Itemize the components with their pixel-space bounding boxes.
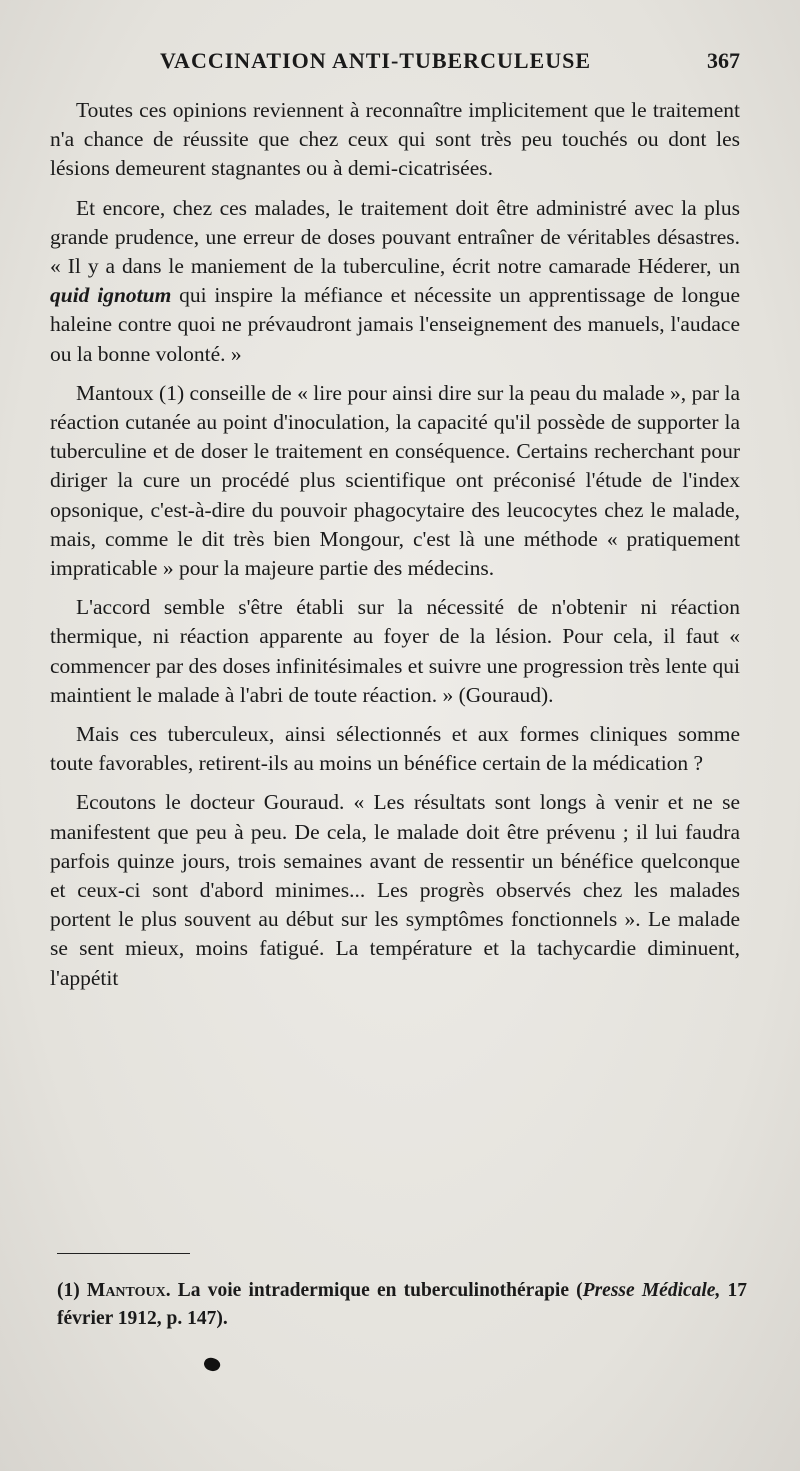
paragraph-2-tail: qui inspire la méfiance et nécessite un apprentissage de longue haleine contre quoi ne prévaudront jamais l'enseignement des manuels, l'audace ou la bonne volonté. » (50, 283, 740, 366)
paragraph-6: Ecoutons le docteur Gouraud. « Les résultats sont longs à venir et ne se manifestent que peu à peu. De cela, le malade doit être prévenu ; il lui faudra parfois quinze jours, trois semaines avant de ressentir un bénéfice quelconque et ceux-ci sont d'abord minimes... Les progrès observés chez les malades portent le plus souvent au début sur les symptômes fonctionnels ». Le malade se sent mieux, moins fatigué. La température et la tachycardie diminuent, l'appétit (50, 790, 740, 990)
body-text (50, 96, 740, 1003)
paragraph-5: Mais ces tuberculeux, ainsi sélectionnés et aux formes cliniques somme toute favorables, retirent-ils au moins un bénéfice certain de la médication ? (50, 722, 740, 776)
paragraph-2-italic: quid ignotum (50, 283, 172, 308)
running-head: VACCINATION ANTI-TUBERCULEUSE (160, 48, 591, 73)
footnote: (1) Mantoux. La voie intradermique en tuberculinothérapie (Presse Médicale, 17 février 1912, p. 147). (57, 1280, 748, 1329)
paragraph-4: L'accord semble s'être établi sur la nécessité de n'obtenir ni réaction thermique, ni réaction apparente au foyer de la lésion. Pour cela, il faut « commencer par des doses infinitésimales et suivre une progression très lente qui maintient le malade à l'abri de toute réaction. » (Gouraud). (50, 595, 740, 707)
paragraph-2-lead: Et encore, chez ces malades, le traitement doit être administré avec la plus grande prudence, une erreur de doses pouvant entraîner de véritables désastres. « Il y a dans le maniement de la tuberculine, écrit notre camarade Héderer, un (50, 195, 740, 279)
paragraph-1: Toutes ces opinions reviennent à reconnaître implicitement que le traitement n'a chance de réussite que chez ceux qui sont très peu touchés ou dont les lésions demeurent stagnantes ou à demi-cicatrisées. (50, 98, 740, 181)
footnote-citation: 17 février 1912, p. 147). (57, 1280, 748, 1329)
page-number: 367 (707, 48, 740, 73)
paragraph-3: Mantoux (1) conseille de « lire pour ainsi dire sur la peau du malade », par la réaction cutanée au point d'inoculation, la capacité qu'il possède de supporter la tuberculine et de doser le traitement en conséquence. Certains recherchant pour diriger la cure un procédé plus scientifique ont préconisé l'étude de l'index opsonique, c'est-à-dire du pouvoir phagocytaire des leucocytes chez le malade, mais, comme le dit très bien Mongour, c'est là une méthode « pratiquement impraticable » pour la majeure partie des médecins. (50, 380, 740, 581)
paragraph-2 (50, 194, 740, 369)
footnote-marker: (1) (57, 1280, 80, 1301)
footnote-author: Mantoux. (86, 1280, 171, 1301)
footnote-journal: Presse Médicale, (582, 1280, 721, 1301)
page-header (60, 48, 740, 80)
footnote-rule (57, 1253, 190, 1254)
ink-blot (202, 1355, 222, 1374)
footnote-title: La voie intradermique en tuberculinothérapie (177, 1280, 569, 1301)
